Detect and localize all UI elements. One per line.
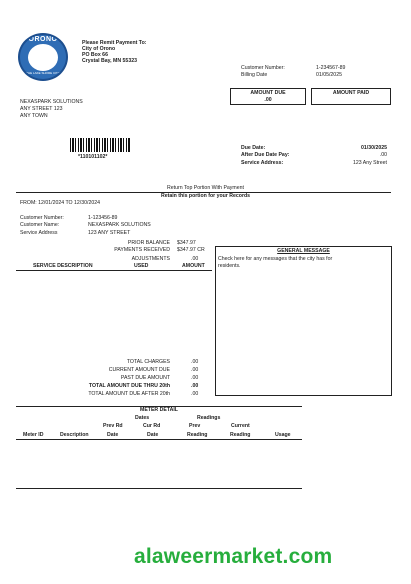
general-message-title: GENERAL MESSAGE: [277, 248, 330, 254]
amount-due-label: AMOUNT DUE: [250, 90, 286, 96]
detail-customer-name: NEXASPARK SOLUTIONS: [88, 222, 151, 228]
address-line-3: ANY TOWN: [20, 113, 48, 119]
watermark-text: alaweermarket.com: [134, 545, 333, 568]
meter-col-prev: Prev: [189, 423, 201, 429]
meter-col-date-1: Date: [107, 432, 119, 438]
general-message-line-1: Check here for any messages that the city has for: [218, 256, 333, 262]
total-due-thru-20th-label: TOTAL AMOUNT DUE THRU 20th: [88, 383, 170, 389]
service-header-rule: [16, 270, 212, 271]
meter-col-prev-rd: Prev Rd: [103, 423, 123, 429]
retain-notice: Retain this portion for your Records: [160, 193, 251, 199]
meter-detail-title: METER DETAIL: [140, 407, 178, 413]
adjustments-label: ADJUSTMENTS: [131, 256, 170, 262]
meter-bottom-rule: [16, 488, 302, 489]
prior-balance-value: $347.97: [177, 240, 196, 246]
due-date-value: 01/30/2025: [361, 145, 387, 151]
meter-col-date-2: Date: [147, 432, 159, 438]
logo-top-text: ORONO: [28, 36, 58, 43]
meter-dates-label: Dates: [135, 415, 150, 421]
after-due-label: After Due Date Pay:: [241, 152, 290, 158]
address-line-1: NEXASPARK SOLUTIONS: [20, 99, 83, 105]
billing-date-label: Billing Date: [241, 72, 268, 78]
meter-col-description: Description: [60, 432, 89, 438]
payments-received-label: PAYMENTS RECEIVED: [114, 247, 170, 253]
meter-header-rule: [16, 439, 302, 440]
general-message-box: [215, 246, 392, 396]
service-description-header: SERVICE DESCRIPTION: [33, 263, 93, 269]
amount-due-box: [230, 88, 306, 105]
current-amount-due-label: CURRENT AMOUNT DUE: [108, 367, 170, 373]
logo-emblem: [28, 44, 58, 71]
detail-customer-number-label: Customer Number:: [20, 215, 64, 221]
customer-number-value: 1-234567-89: [316, 65, 346, 71]
payments-received-value: $347.97 CR: [177, 247, 205, 253]
barcode-number: *110101102*: [78, 154, 108, 160]
service-address-label: Service Address:: [241, 160, 284, 166]
amount-paid-box[interactable]: [311, 88, 391, 105]
adjustments-value: .00: [191, 256, 199, 262]
meter-col-usage: Usage: [275, 432, 291, 438]
general-message-line-2: residents.: [218, 263, 241, 269]
meter-col-reading-1: Reading: [187, 432, 208, 438]
customer-number-label: Customer Number:: [241, 65, 285, 71]
detail-customer-number: 1-123456-89: [88, 215, 118, 221]
meter-col-cur-rd: Cur Rd: [143, 423, 161, 429]
meter-col-reading-2: Reading: [230, 432, 251, 438]
after-due-value: .00: [379, 152, 387, 158]
amount-due-value: .00: [264, 96, 272, 103]
amount-header: AMOUNT: [182, 263, 205, 269]
meter-readings-label: Readings: [197, 415, 221, 421]
used-header: USED: [134, 263, 149, 269]
total-due-thru-20th-value: .00: [191, 383, 199, 389]
service-address-value: 123 Any Street: [352, 160, 387, 166]
return-notice: Return Top Portion With Payment: [167, 185, 244, 191]
past-due-amount-value: .00: [191, 375, 199, 381]
past-due-amount-label: PAST DUE AMOUNT: [120, 375, 170, 381]
meter-col-current: Current: [231, 423, 250, 429]
total-due-after-20th-label: TOTAL AMOUNT DUE AFTER 20th: [88, 391, 170, 397]
prior-balance-label: PRIOR BALANCE: [127, 240, 170, 246]
detail-service-address-label: Service Address: [20, 230, 58, 236]
postal-barcode: [70, 138, 130, 152]
total-charges-value: .00: [191, 359, 199, 365]
address-line-2: ANY STREET 123: [20, 106, 63, 112]
due-date-label: Due Date:: [241, 145, 266, 151]
logo-bottom-text: THE LAKE SHORE CITY: [26, 71, 60, 75]
remit-line-3: Crystal Bay, MN 55323: [82, 58, 137, 64]
amount-paid-label: AMOUNT PAID: [332, 90, 370, 96]
total-charges-label: TOTAL CHARGES: [126, 359, 170, 365]
total-due-after-20th-value: .00: [191, 391, 199, 397]
remit-line-1: City of Orono: [82, 46, 116, 52]
remit-heading: Please Remit Payment To:: [82, 40, 147, 46]
meter-col-meter-id: Meter ID: [23, 432, 44, 438]
city-logo: [18, 33, 68, 81]
detail-customer-name-label: Customer Name:: [20, 222, 60, 228]
billing-period: FROM: 12/01/2024 TO 12/30/2024: [20, 200, 100, 206]
billing-date-value: 01/05/2025: [316, 72, 342, 78]
current-amount-due-value: .00: [191, 367, 199, 373]
remit-line-2: PO Box 66: [82, 52, 108, 58]
detail-service-address: 123 ANY STREET: [88, 230, 131, 236]
